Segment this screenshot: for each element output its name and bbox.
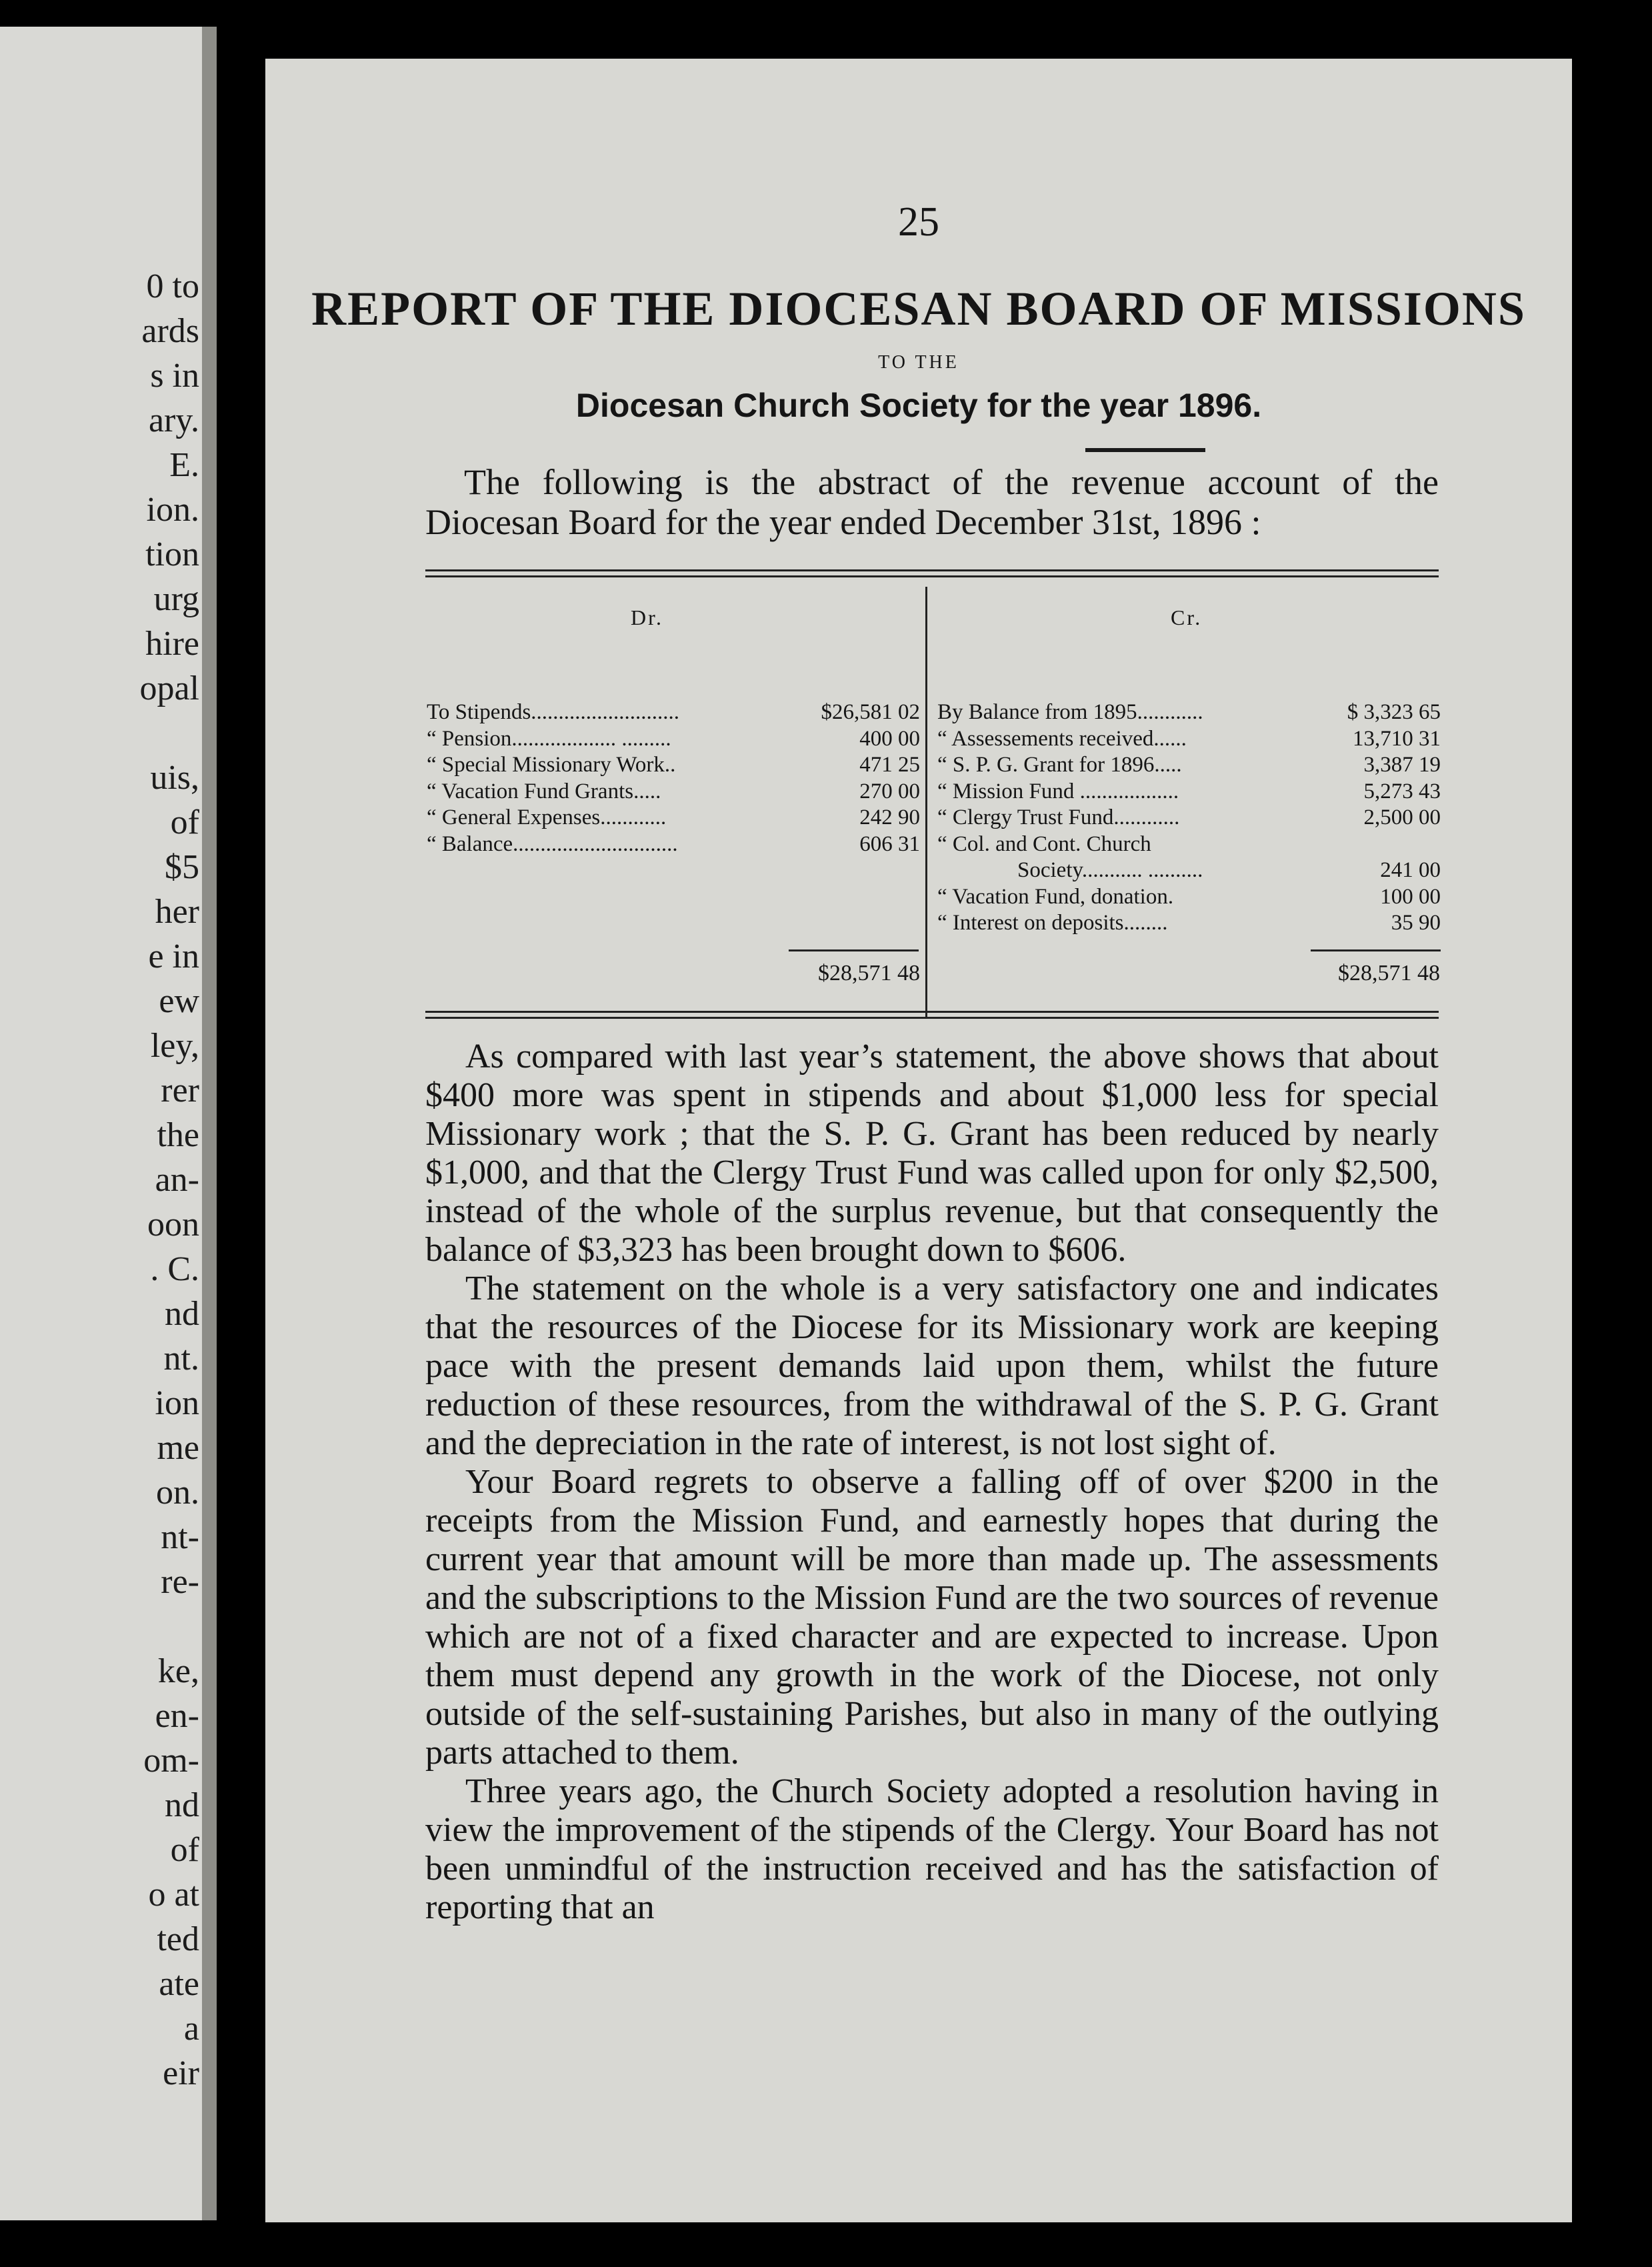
ledger-amount: 400 00 — [859, 726, 920, 751]
ledger-label: “ Vacation Fund, donation. — [937, 884, 1174, 909]
table-column-divider — [925, 587, 927, 1017]
report-to-the: TO THE — [878, 352, 959, 373]
debit-heading: Dr. — [631, 605, 663, 629]
left-page-fragment — [0, 27, 217, 2220]
left-page-line: ew — [159, 982, 199, 1020]
ledger-amount: 13,710 31 — [1353, 726, 1441, 751]
body-paragraph-2: The statement on the whole is a very satisfactory one and indicates that the resources of the Diocese for its Missionary work are keeping pace with the present demands laid upon them, whilst the future reduction of these resources, from the withdrawal of the S. P. G. Grant and the depreciation in the rate of interest, is not lost sight of. — [425, 1270, 1439, 1462]
left-page-line: eir — [163, 2054, 199, 2092]
ledger-row — [937, 857, 1441, 883]
ledger-row — [427, 804, 920, 831]
left-page-line: an- — [155, 1161, 199, 1199]
ledger-label: “ Assessements received...... — [937, 726, 1187, 751]
ledger-row — [427, 725, 920, 752]
ledger-amount: 242 90 — [859, 805, 920, 829]
left-page-line: uis, — [150, 759, 199, 797]
left-page-line: hire — [145, 625, 199, 663]
ledger-label: By Balance from 1895............ — [937, 700, 1203, 724]
left-page-line: $5 — [165, 848, 199, 886]
credit-total: $28,571 48 — [1338, 961, 1440, 985]
left-page-line: a — [183, 2010, 199, 2048]
left-page-line: E. — [169, 446, 199, 484]
ledger-row — [937, 804, 1441, 831]
report-subtitle: Diocesan Church Society for the year 1896. — [575, 387, 1262, 424]
ledger-label: To Stipends........................... — [427, 700, 680, 724]
ledger-amount: $ 3,323 65 — [1347, 700, 1441, 724]
left-page-line: of — [170, 1831, 199, 1869]
ledger-row — [937, 883, 1441, 910]
credit-sum-rule — [1311, 949, 1441, 951]
left-page-line: . C. — [150, 1250, 199, 1288]
ledger-label: “ Pension................... ......... — [427, 726, 671, 751]
ledger-row — [937, 831, 1441, 857]
ledger-label: “ Special Missionary Work.. — [427, 753, 676, 777]
left-page-line: e in — [148, 937, 199, 975]
ledger-row — [937, 751, 1441, 778]
left-page-line: nt- — [161, 1518, 199, 1556]
ledger-amount: 5,273 43 — [1363, 779, 1441, 803]
ledger-amount: 270 00 — [859, 779, 920, 803]
body-paragraph-1: As compared with last year’s statement, the above shows that about $400 more was spent in stipends and about $1,000 less for special Missionary work ; that the S. P. G. Grant has been reduced by nearly $1,000, and that the Clergy Trust Fund was called upon for only $2,500, instead of the whole of the surplus revenue, but that consequently the balance of $3,323 has been brought down to $606. — [425, 1037, 1439, 1269]
table-bottom-rule — [425, 1011, 1439, 1013]
left-page-line: ards — [141, 312, 199, 350]
left-page-line: s in — [150, 357, 199, 395]
ledger-row — [427, 751, 920, 778]
ledger-row — [937, 725, 1441, 752]
ledger-amount: 2,500 00 — [1363, 805, 1441, 829]
ledger-label: “ Col. and Cont. Church — [937, 831, 1151, 856]
title-rule — [1085, 448, 1205, 452]
main-page — [265, 59, 1572, 2222]
ledger-label: “ General Expenses............ — [427, 805, 667, 829]
left-page-line: rer — [161, 1071, 199, 1109]
page-number: 25 — [898, 199, 939, 245]
ledger-row — [427, 831, 920, 857]
table-top-rule-second — [425, 575, 1439, 577]
left-page-line: ted — [157, 1920, 199, 1958]
ledger-amount: 606 31 — [859, 831, 920, 856]
credit-heading: Cr. — [1171, 605, 1203, 629]
ledger-label: “ Mission Fund .................. — [937, 779, 1179, 803]
left-page-line: tion — [145, 535, 199, 573]
ledger-row — [937, 699, 1441, 725]
body-text — [425, 1037, 1439, 1927]
body-paragraph-4: Three years ago, the Church Society adopted a resolution having in view the improvement of the stipends of the Clergy. Your Board has not been unmindful of the instruction received and has the satisfaction of reporting that an — [425, 1772, 1439, 1926]
left-page-line: nd — [165, 1295, 199, 1333]
debit-sum-rule — [789, 949, 919, 951]
ledger-row — [427, 699, 920, 725]
ledger-label: “ Interest on deposits........ — [937, 911, 1168, 935]
ledger-amount: 100 00 — [1380, 884, 1441, 909]
ledger-label: “ Clergy Trust Fund............ — [937, 805, 1180, 829]
left-page-line: nt. — [163, 1340, 199, 1378]
left-page-line: ate — [159, 1965, 199, 2003]
left-page-line: oon — [147, 1206, 199, 1244]
ledger-amount: 241 00 — [1380, 858, 1441, 882]
ledger-label: “ Vacation Fund Grants..... — [427, 779, 661, 803]
left-page-line: urg — [153, 580, 199, 618]
left-page-line: 0 to — [146, 267, 199, 305]
ledger-label: Society........... .......... — [1017, 858, 1203, 882]
debit-total: $28,571 48 — [818, 961, 920, 985]
left-page-line: en- — [155, 1697, 199, 1735]
body-paragraph-3: Your Board regrets to observe a falling off of over $200 in the receipts from the Mission Fund, and earnestly hopes that during the current year that amount will be more than made up. The assessments and the subscriptions to the Mission Fund are the two sources of revenue which are not of a fixed character and are expected to increase. Upon them must depend any growth in the work of the Diocese, not only outside of the self-sustaining Parishes, but also in many of the outlying parts attached to them. — [425, 1463, 1439, 1772]
ledger-row — [937, 909, 1441, 936]
table-top-rule — [425, 569, 1439, 571]
left-page-line: ary. — [148, 401, 199, 439]
intro-paragraph: The following is the abstract of the revenue account of the Diocesan Board for the year ended December 31st, 1896 : — [425, 462, 1439, 542]
left-page-line: ke, — [157, 1652, 199, 1690]
left-page-line: nd — [165, 1786, 199, 1824]
left-page-line: re- — [161, 1563, 199, 1601]
left-page-line: opal — [139, 669, 199, 707]
left-page-line: ley, — [150, 1027, 199, 1065]
ledger-label: “ Balance.............................. — [427, 831, 678, 856]
left-page-line: of — [170, 803, 199, 841]
page-gutter — [202, 27, 217, 2220]
left-page-line: om- — [143, 1742, 199, 1780]
left-page-line: her — [155, 893, 199, 931]
report-title: REPORT OF THE DIOCESAN BOARD OF MISSIONS — [311, 282, 1526, 335]
ledger-label: “ S. P. G. Grant for 1896..... — [937, 753, 1182, 777]
left-page-line: ion. — [146, 491, 199, 529]
ledger-row — [427, 778, 920, 805]
left-page-line: ion — [155, 1384, 199, 1422]
ledger-amount: $26,581 02 — [821, 700, 920, 724]
table-bottom-rule-second — [425, 1017, 1439, 1019]
ledger-row — [937, 778, 1441, 805]
left-page-line: on. — [156, 1474, 199, 1512]
ledger-amount: 35 90 — [1391, 911, 1441, 935]
ledger-amount: 471 25 — [859, 753, 920, 777]
left-page-line: o at — [148, 1876, 199, 1914]
left-page-line: me — [157, 1429, 199, 1467]
ledger-amount: 3,387 19 — [1363, 753, 1441, 777]
left-page-line: the — [157, 1116, 199, 1154]
